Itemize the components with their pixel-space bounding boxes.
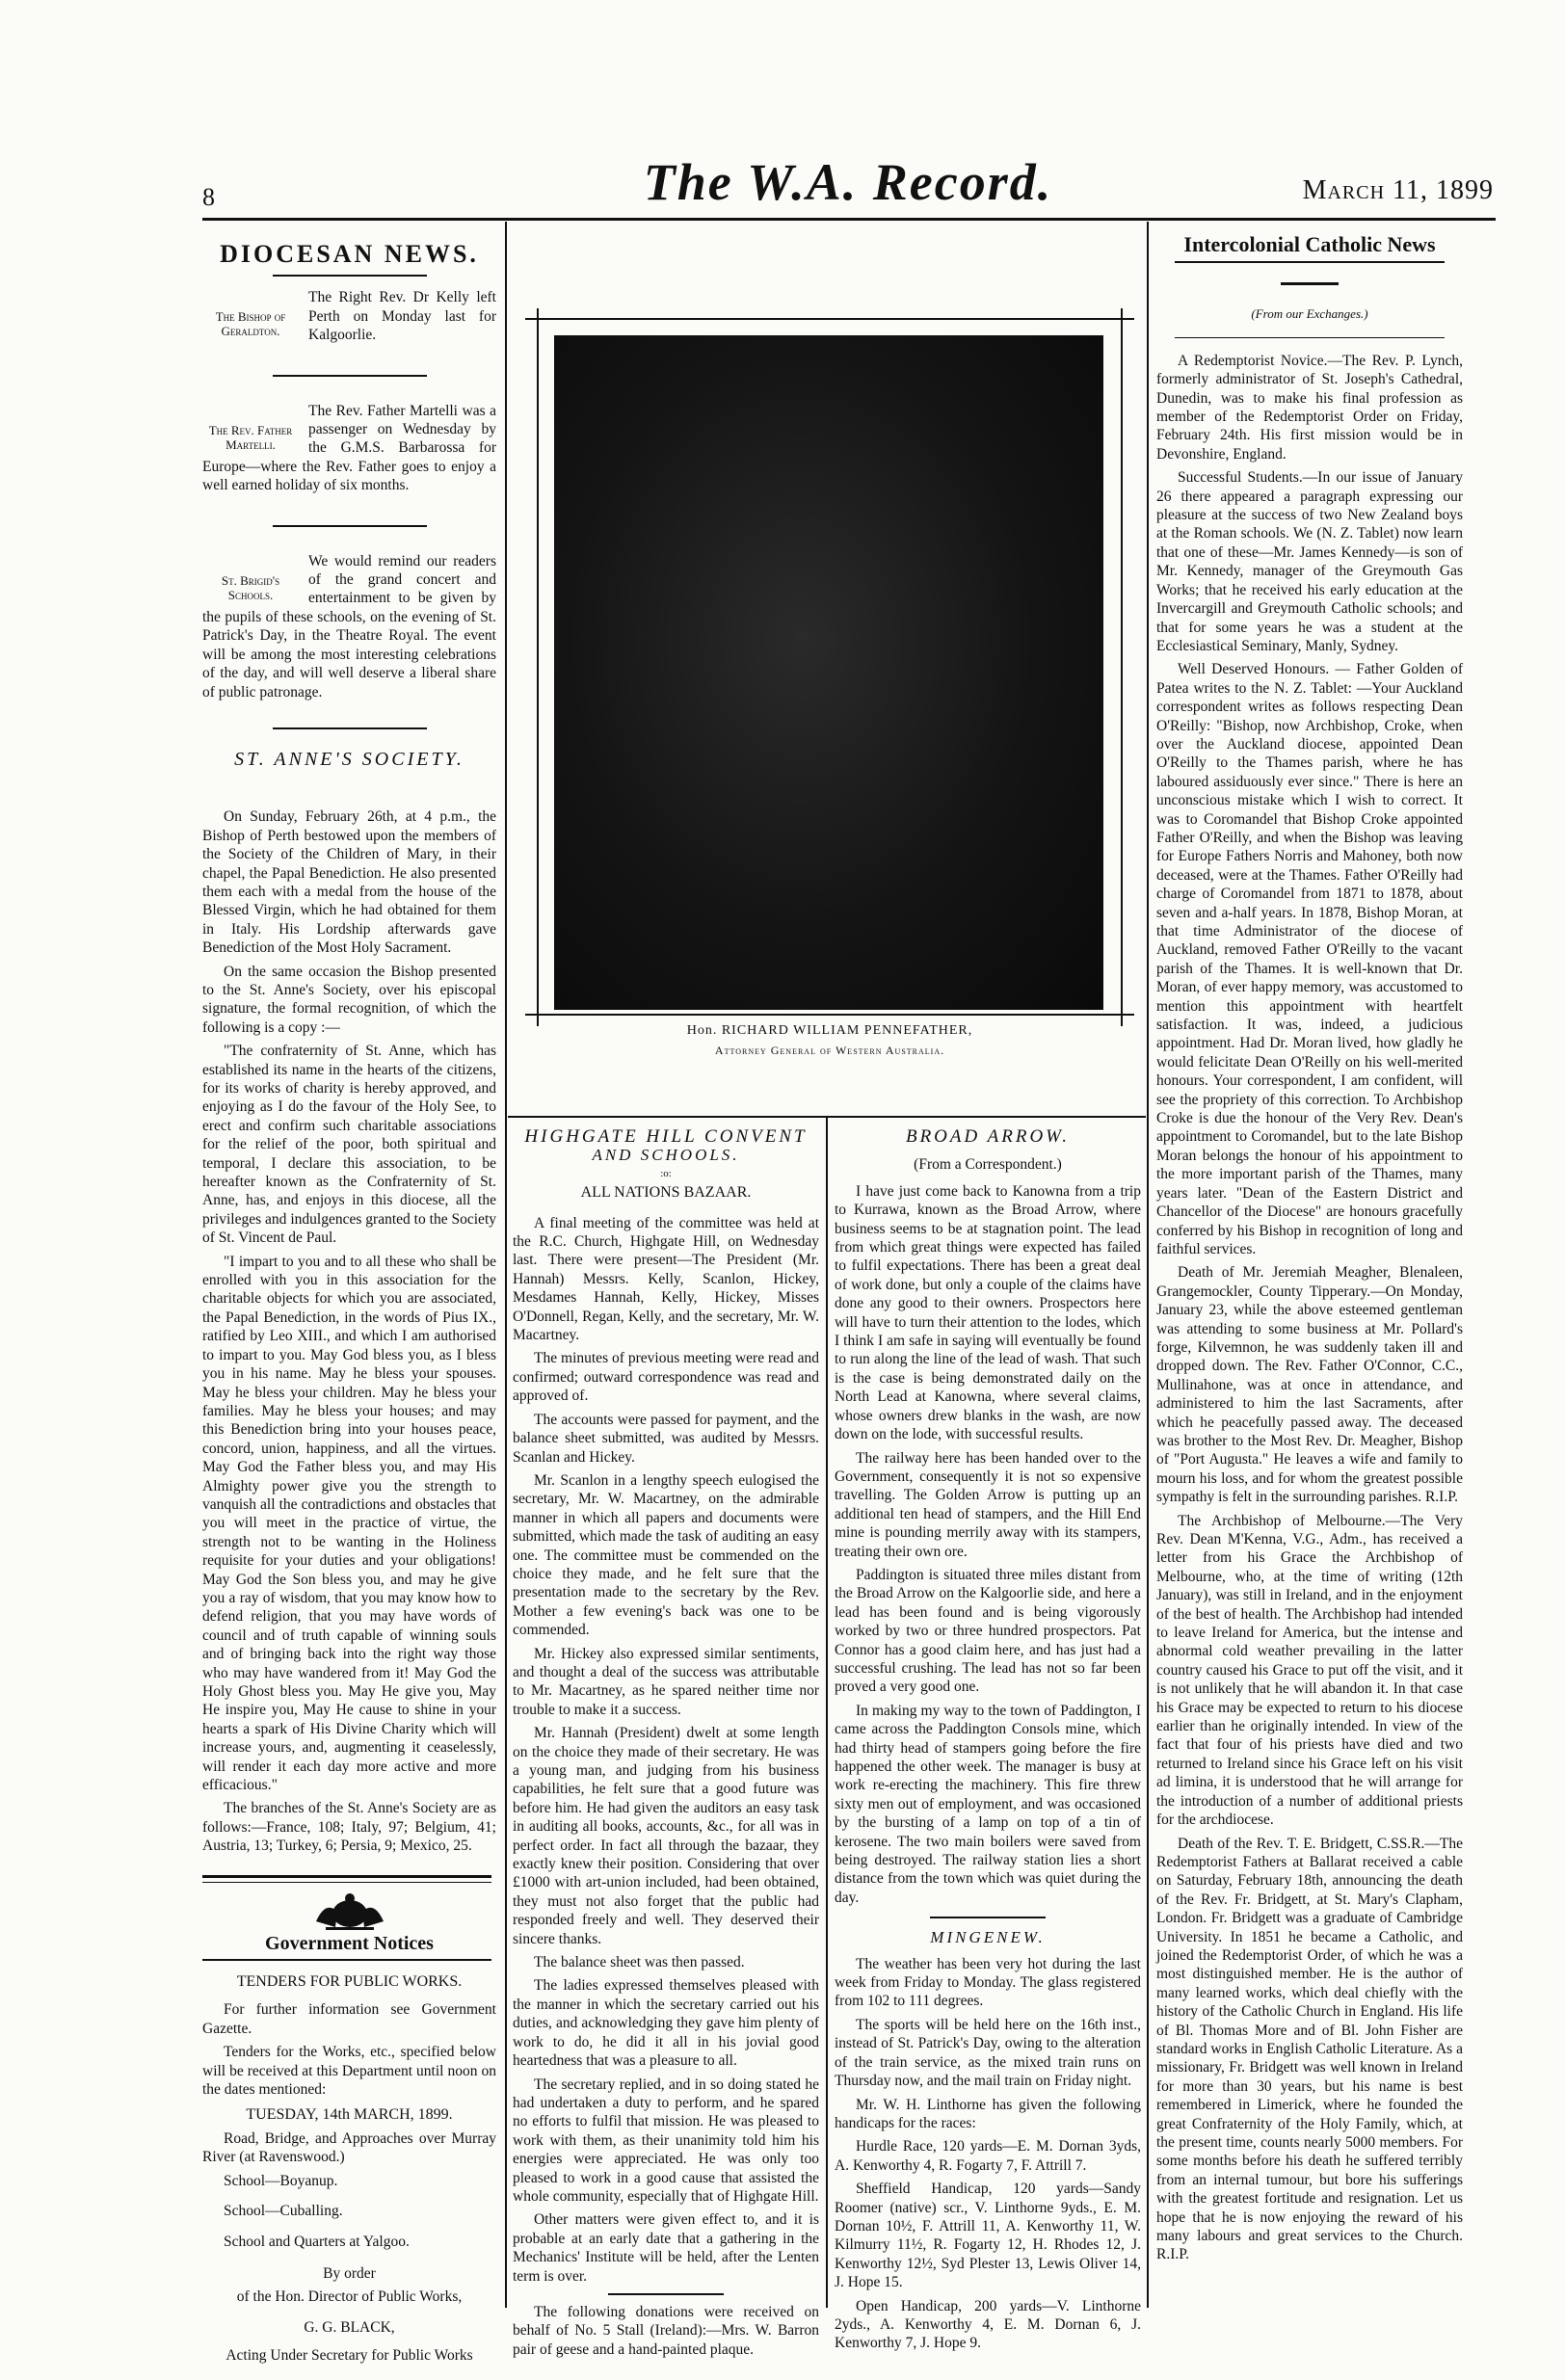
paragraph: The Right Rev. Dr Kelly left Perth on Monday last for Kalgoorlie. [308,289,496,344]
divider [608,2293,724,2295]
paragraph: The secretary replied, and in so doing stated he had undertaken a duty to perform, and he spared no efforts to fulfil that mission. He was pleased to work with them, as their unanimity told him his energies were appreciated. He was only too pleased to work in a good cause that assisted the whole community, especially that of Highgate Hill. [513,2076,819,2205]
side-heading: The Rev. Father Martelli. [208,422,293,452]
highgate-column [513,1126,819,2358]
divider [202,1875,491,1878]
masthead-rule [202,218,1496,221]
divider [273,275,427,277]
paragraph: The balance sheet was then passed. [534,1954,745,1971]
paragraph: Paddington is situated three miles distant from the Broad Arrow on the Kalgoorlie side, and here a lead has been found and is being vigorously worked by two or three hundred prospectors. Pat Connor has a good claim here, and has just had a successful crushing. The lead has not so far been proved a very good one. [835,1566,1141,1696]
paragraph: "The confraternity of St. Anne, which has established its name in the hearts of the citizens, for its works of charity is hereby approved, and enjoying as I do the favour of the Holy See, to erect and confirm such charitable associations for the relief of the poor, both spiritual and temporal, I declare this association, to be hereafter known as the Confraternity of St. Anne, has, and enjoys in this diocese, all the privileges and indulgences granted to the Society of St. Vincent de Paul. [202,1043,496,1247]
paragraph: The ladies expressed themselves pleased with the manner in which the secretary carried out his duties, and acknowledging they gave him plenty of work to do, he did it all in his jovial good heartedness that was a pleasure to all. [513,1977,819,2070]
caption-name: Hon. RICHARD WILLIAM PENNEFATHER, [686,1023,973,1038]
paragraph: School—Cuballing. [224,2203,343,2220]
crest-icon [306,1892,393,1931]
intercolonial-title: Intercolonial Catholic News [1183,232,1436,256]
divider [1281,282,1339,285]
divider [273,375,427,377]
source-note: (From our Exchanges.) [1251,306,1368,322]
government-notices-title: Government Notices [265,1932,434,1954]
frame-rule-top [525,318,1134,320]
paragraph: We would remind our readers of the grand concert and entertainment to be given by the pupils of these schools, on the evening of St. Patrick's Day, in the Theatre Royal. The event will be among the most interesting celebrations of the day, and will well deserve a liberal share of public patronage. [202,552,496,701]
st-brigids-item [202,552,496,706]
frame-rule-left [537,308,539,1026]
portrait-frame [525,318,1134,1074]
photo-bottom-rule [508,1116,1146,1118]
paragraph: The weather has been very hot during the last week from Friday to Monday. The glass registered from 102 to 111 degrees. [835,1955,1141,2010]
paragraph: Mr. Hickey also expressed similar sentiments, and thought a deal of the success was attributable to Mr. Macartney, as he spared neither time nor trouble to make it a success. [513,1645,819,1718]
column-rule-right [1147,222,1149,2308]
paragraph: Other matters were given effect to, and it is probable at an early date that a gathering in the Mechanics' Institute will be held, after the Lenten term is over. [513,2211,819,2285]
paragraph: For further information see Government Gazette. [202,2001,496,2037]
paragraph: The Rev. Father Martelli was a passenger on Wednesday by the G.M.S. Barbarossa for Europe—where the Rev. Father goes to enjoy a well earned holiday of six months. [202,402,496,494]
divider [1175,337,1445,338]
paragraph: The sports will be held here on the 16th inst., instead of St. Patrick's Day, owing to the alteration of the train service, as the mixed train runs on Thursday now, and the mail train on Friday night. [835,2016,1141,2090]
tenders-heading: TENDERS FOR PUBLIC WORKS. [236,1973,463,1991]
paragraph: The accounts were passed for payment, and the balance sheet submitted, was audited by Messrs. Scanlan and Hickey. [513,1411,819,1466]
signature-line: Acting Under Secretary for Public Works [225,2347,473,2365]
intercolonial-column [1156,229,1463,2308]
frame-rule-right [1121,308,1123,1026]
paragraph: School and Quarters at Yalgoo. [224,2233,410,2250]
divider [930,1917,1046,1918]
divider [202,1882,491,1883]
portrait-photo [554,335,1103,1010]
issue-date: March 11, 1899 [1302,175,1494,205]
page-number: 8 [202,183,215,211]
paragraph: On the same occasion the Bishop presented to the St. Anne's Society, over his episcopal signature, the formal recognition, of which the following is a copy :— [202,963,496,1036]
signature-name: G. G. BLACK, [304,2318,395,2336]
side-heading: The Bishop of Geraldton. [215,309,286,339]
column-rule-mid [826,1118,828,2308]
masthead [202,154,1494,212]
divider [273,525,427,527]
paragraph: Mr. W. H. Linthorne has given the following handicaps for the races: [835,2096,1141,2131]
paragraph: Sheffield Handicap, 120 yards—Sandy Roomer (native) scr., V. Linthorne 9yds., E. M. Dornan 10½, F. Attrill 11, A. Kenworthy 11, W. Kilmurry 11½, R. Fogarty 12, H. Rhodes 12, J. Kenworthy 12½, Syd Plester 13, Lewis Oliver 14, J. Hope 15. [835,2181,1141,2291]
paragraph: "I impart to you and to all these who shall be enrolled with you in this association for the charitable objects for which you are associated, the Papal Benediction, in the words of Pius IX., ratified by Leo XIII., and which I am authorised to impart to you. May God bless you, as I bless you in his name. May he bless your spouses. May he bless your children. May he bless your families. May he bless your houses; and may this Benediction bring into your houses peace, concord, union, happiness, and all the virtues. May God the Father bless you, and may His Almighty power give you the strength to vanquish all the contradictions and obstacles that you will meet in the practice of virtue, the strength not to be wanting in the Holiness requisite for your duties and your obligations! May God the Son bless you, and may he give you a ray of wisdom, that you may know how to defend religion, that you may have words of council and of truth capable of winning souls and of bringing back into the right way those who may have wandered from it! May God the Holy Ghost bless you. May He give you, May He inspire you, May He cause to shine in your hearts a spark of His Divine Charity which will increase yours, and, augmenting it ceaselessly, will render it each day more active and more efficacious." [202,1253,496,1794]
caption-title: Attorney General of Western Australia. [714,1044,945,1057]
bazaar-heading: ALL NATIONS BAZAAR. [580,1184,752,1202]
broad-arrow-column [835,1126,1141,2352]
paragraph: Open Handicap, 200 yards—V. Linthorne 2yds., A. Kenworthy 4, E. M. Dornan 6, J. Kenworthy 7, J. Hope 9. [835,2297,1141,2352]
paragraph: Well Deserved Honours. — Father Golden of Patea writes to the N. Z. Tablet: —Your Auckland correspondent writes as follows respecting Dean O'Reilly: "Bishop, now Archbishop, Croke, when over the Auckland diocese, appointed Dean O'Reilly to the Thames parish, where he has laboured assiduously ever since." There is here an unconscious mistake which I wish to correct. It was to Coromandel that Bishop Croke appointed Father O'Reilly, and when the Bishop was leaving for Europe Fathers Norris and Mahoney, both now deceased, were at the Thames. Father O'Reilly had charge of Coromandel from 1871 to 1878, about seven and a-half years. In 1878, Bishop Moran, at that time Administrator of the diocese of Auckland, removed Father O'Reilly to the vacant parish of the Thames. It is well-known that Dr. Moran, of ever happy memory, was accustomed to mention this appointment with heartfelt satisfaction. It was, indeed, a judicious appointment. Had Dr. Moran lived, how gladly he would felicitate Dean O'Reilly on his well-merited honours. Your correspondent, I am confident, will see the propriety of this correction. To Archbishop Croke is due the honour of the Very Rev. Dean's appointment to Coromandel, but to the late Bishop Moran belongs the honour of his appointment to the more important parish of the Thames, many years later. "Dean of the Eastern District and Chancellor of the Diocese" are honours gracefully conferred by his Bishop in recognition of long and faithful services. [1156,661,1463,1257]
paragraph: The branches of the St. Anne's Society are as follows:—France, 108; Italy, 97; Belgium, 41; Austria, 13; Turkey, 6; Persia, 9; Mexico, 25. [202,1800,496,1855]
paragraph: Hurdle Race, 120 yards—E. M. Dornan 3yds, A. Kenworthy 4, R. Fogarty 7, F. Attrill 7. [835,2138,1141,2174]
paragraph: Successful Students.—In our issue of January 26 there appeared a paragraph expressing our pleasure at the success of two New Zealand boys at the Roman schools. We (N. Z. Tablet) now learn that one of these—Mr. James Kennedy—is son of Mr. Kennedy, manager of the Greymouth Gas Works; that he received his early education at the Invercargill and Greymouth Catholic schools; and that for some years he was a student at the Ecclesiastical Seminary, Manly, Sydney. [1156,469,1463,654]
paragraph: The railway here has been handed over to the Government, consequently it is not so expensive travelling. The Golden Arrow is putting up an additional ten head of stampers, and the Hill End mine is pounding merrily away with its stampers, treating their own ore. [835,1449,1141,1560]
frame-rule-bottom [525,1014,1134,1016]
separator: :o: [660,1167,672,1179]
bishop-item [202,288,496,349]
signature-line: of the Hon. Director of Public Works, [236,2288,463,2306]
paragraph: Road, Bridge, and Approaches over Murray River (at Ravenswood.) [202,2129,496,2166]
paragraph: On Sunday, February 26th, at 4 p.m., the Bishop of Perth bestowed upon the members of the Society of the Children of Mary, in their chapel, the Papal Benediction. He also presented them each with a medal from the house of the Blessed Virgin, which he had obtained for them in Italy. His Lordship afterwards gave Benediction of the Most Holy Sacrament. [202,808,496,957]
highgate-title: HIGHGATE HILL CONVENT [524,1126,808,1147]
paragraph: The following donations were received on behalf of No. 5 Stall (Ireland):—Mrs. W. Barron pair of geese and a hand-painted plaque. [513,2303,819,2358]
paragraph: Mr. Hannah (President) dwelt at some length on the choice they made of their secretary. He was a young man, and judging from his business capabilities, he felt sure that a good future was before him. He had given the auditors an easy task in auditing all books, accounts, &c., for all was in perfect order. In fact all through the bazaar, they exactly knew their position. Considering that over £1000 with art-union included, had been obtained, they must not also forget that the public had responded freely and well. They deserved their sincere thanks. [513,1725,819,1947]
column-rule-left [505,222,507,2308]
diocesan-news-title: DIOCESAN NEWS. [220,240,479,268]
broad-arrow-title: BROAD ARROW. [905,1126,1071,1147]
divider [273,727,427,729]
paragraph: Death of Mr. Jeremiah Meagher, Blenaleen, Grangemockler, County Tipperary.—On Monday, January 23, while the above esteemed gentleman was attending to some business at Mr. Pollard's forge, Kilvemnon, he was suddenly taken ill and dropped down. The Rev. Father O'Connor, C.C., Mullinahone, was at once in attendance, and administered to him the last Sacraments, after which he peacefully passed away. The deceased was brother to the Most Rev. Dr. Meagher, Bishop of "Port Augusta." He leaves a wife and family to mourn his loss, and for whom the greatest possible sympathy is felt in the surrounding parishes. R.I.P. [1156,1264,1463,1506]
byline: (From a Correspondent.) [914,1156,1062,1174]
paragraph: A Redemptorist Novice.—The Rev. P. Lynch, formerly administrator of St. Joseph's Cathedral, Dunedin, was to make his final profession as member of the Redemptorist Order on Friday, February 24th. His first mission would be in Devonshire, England. [1156,352,1463,463]
highgate-title-2: AND SCHOOLS. [592,1146,740,1165]
signature-line: By order [323,2264,376,2282]
side-heading: St. Brigid's Schools. [221,572,280,602]
diocesan-news-column [202,229,496,2365]
mingenew-title: MINGENEW. [930,1928,1046,1947]
st-annes-title: ST. ANNE'S SOCIETY. [234,748,464,770]
portrait-caption [525,1021,1134,1060]
paragraph: Death of the Rev. T. E. Bridgett, C.SS.R.—The Redemptorist Fathers at Ballarat received a cable on Saturday, February 18th, announcing the death of the Rev. Fr. Bridgett, at St. Mary's Clapham, London. Fr. Bridgett was a graduate of Cambridge University. In 1851 he became a Catholic, and joined the Redemptorist Order, of which he was a most distinguished member. He is the author of many learned works, which deal chiefly with the history of the Catholic Church in England. His life of Bl. Thomas More and of Bl. John Fisher are standard works in English Catholic Literature. As a missionary, Fr. Bridgett was well known in Ireland for more than 30 years, but his name is best remembered in Limerick, where he founded the great Confraternity of the Holy Family, which, at the present time, counts nearly 5000 members. For some months before his death he suffered terribly from an internal tumour, but bore his sufferings with the greatest fortitude and resignation. Let us hope that he is now enjoying the reward of his many labours and great services to the Church. R.I.P. [1156,1835,1463,2263]
paragraph: The Archbishop of Melbourne.—The Very Rev. Dean M'Kenna, V.G., Adm., has received a letter from his Grace the Archbishop of Melbourne, who, at the time of writing (12th January), was still in Ireland, and in the enjoyment of the best of health. The Archbishop had intended to leave Ireland for America, but the intense and abnormal cold weather prevailing in the latter country caused his Grace to put off the visit, and it is not unlikely that he will abandon it. In that case his Grace may be expected to return to his diocese earlier than he originally intended. In view of the fact that four of his priests have died and two returned to Ireland since his Grace left on his visit ad limina, it is understood that he will arrange for the introduction of a number of additional priests for the archdiocese. [1156,1512,1463,1829]
tender-date: TUESDAY, 14th MARCH, 1899. [246,2105,453,2123]
paragraph: A final meeting of the committee was held at the R.C. Church, Highgate Hill, on Wednesday last. There were present—The President (Mr. Hannah) Messrs. Kelly, Scanlon, Hickey, Mesdames Hannah, Kelly, Hickey, Misses O'Donnell, Regan, Kelly, and the secretary, Mr. W. Macartney. [513,1214,819,1344]
martelli-item [202,402,496,500]
masthead-title: The W.A. Record. [643,153,1053,211]
divider [1175,261,1445,263]
paragraph: Mr. Scanlon in a lengthy speech eulogised the secretary, Mr. W. Macartney, on the admirable manner in which all papers and documents were submitted, which made the task of auditing an easy one. The committee must be commended on the choice they made, and he felt sure that the presentation made to the secretary by the Rev. Mother a few evening's back was one to be commended. [513,1471,819,1639]
paragraph: Tenders for the Works, etc., specified below will be received at this Department until noon on the dates mentioned: [202,2044,496,2099]
paragraph: School—Boyanup. [224,2172,338,2189]
paragraph: In making my way to the town of Paddington, I came across the Paddington Consols mine, which had thirty head of stampers going before the fire happened the other week. The manager is busy at work re-erecting the machinery. This fire threw sixty men out of employment, and was occasioned by the bursting of a lamp on top of a tin of kerosene. The two main boilers were saved from being destroyed. The railway station lies a short distance from the town which was quiet during the day. [835,1702,1141,1906]
paragraph: The minutes of previous meeting were read and confirmed; outward correspondence was read and approved of. [513,1350,819,1405]
divider [202,1959,491,1961]
paragraph: I have just come back to Kanowna from a trip to Kurrawa, known as the Broad Arrow, where business seems to be at stagnation point. The lead from which great things were expected has failed to fulfil expectations. There has been a great deal of work done, but only a couple of the claims have done any good to their owners. Prospectors here will have to turn their attention to the lodes, which I think I am safe in saying will eventually be found to run along the line of the lead of wash. That such is the case is being demonstrated daily on the North Lead at Kanowna, where several claims, whose owners drew blanks in the wash, are now down on the lode, with successful results. [835,1182,1141,1443]
